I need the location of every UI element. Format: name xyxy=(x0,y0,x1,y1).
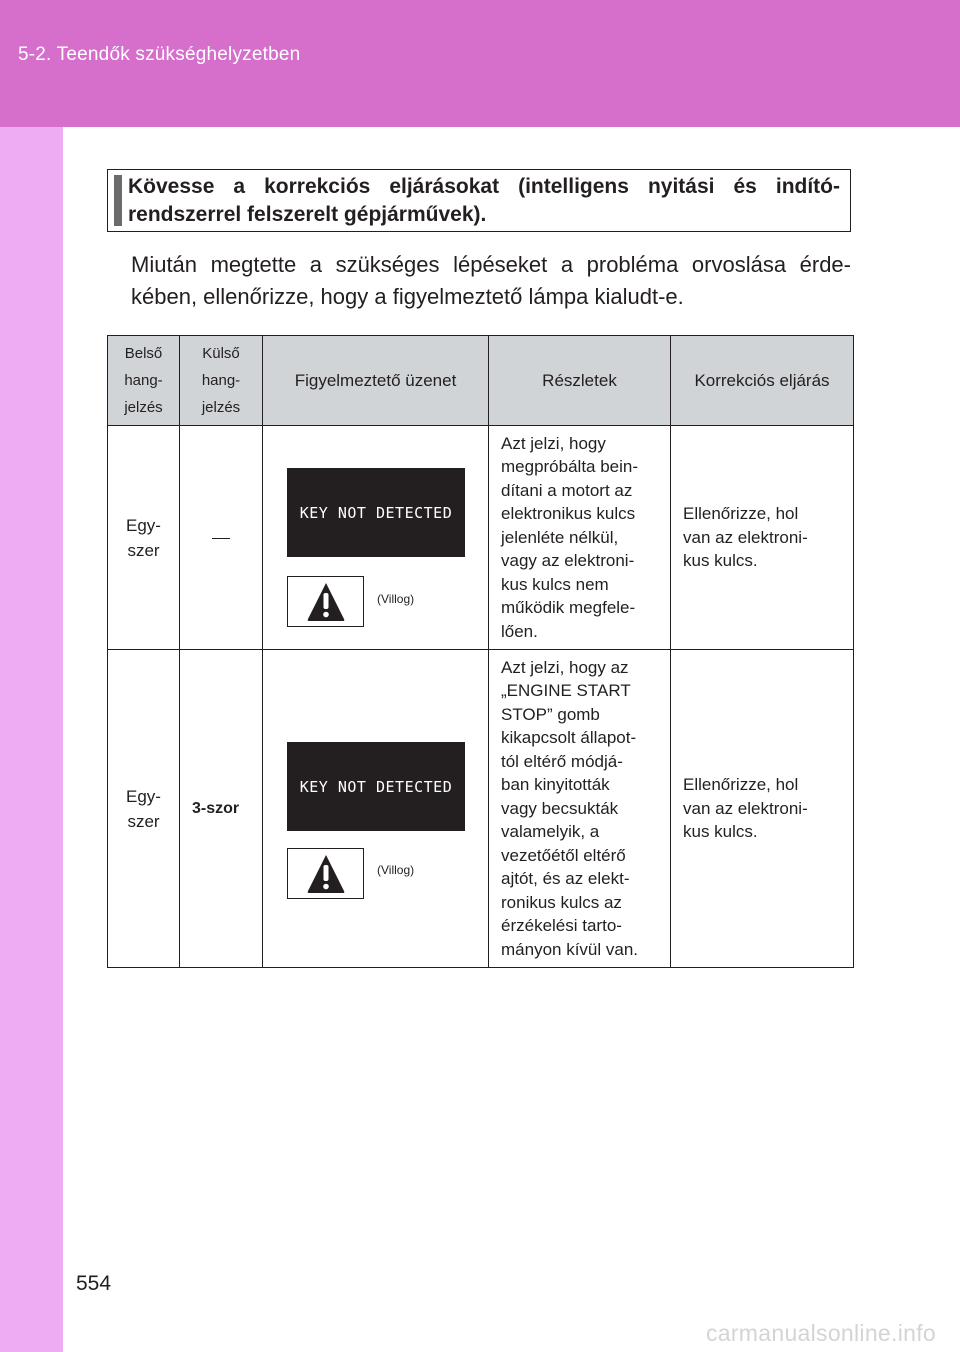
table-row xyxy=(108,650,854,968)
intro-paragraph: Miután megtette a szükséges lépéseket a probléma orvoslása érde-kében, ellenőrizze, hogy a figyelmeztető lámpa kialudt-e. xyxy=(131,252,851,309)
side-tab-band xyxy=(0,127,63,1352)
header-warning-message: Figyelmeztető üzenet xyxy=(263,336,489,426)
warning-light-box xyxy=(287,576,364,627)
outer-buzzer-dash xyxy=(212,538,230,539)
correction-cell: Ellenőrizze, hol van az elektroni- kus kulcs. xyxy=(671,650,854,968)
table-row xyxy=(108,426,854,650)
correction-cell: Ellenőrizze, hol van az elektroni- kus kulcs. xyxy=(671,426,854,650)
section-title: 5-2. Teendők szükséghelyzetben xyxy=(18,44,301,65)
heading-accent-bar xyxy=(114,175,122,226)
warning-message-cell xyxy=(263,650,489,968)
details-cell: Azt jelzi, hogy megpróbálta bein- dítani a motort az elektronikus kulcs jelenléte nélkül, vagy az elektroni- kus kulcs nem működik megfele- lően. xyxy=(489,426,671,650)
warning-message-cell xyxy=(263,426,489,650)
warning-light-box xyxy=(287,848,364,899)
warning-table xyxy=(107,335,854,968)
procedure-heading-box xyxy=(107,169,851,232)
outer-buzzer-cell xyxy=(180,426,263,650)
warning-exclamation-icon xyxy=(306,853,346,895)
procedure-heading: Kövesse a korrekciós eljárásokat (intelligens nyitási és indító-rendszerrel felszerelt gépjárművek). xyxy=(128,175,840,226)
header-details: Részletek xyxy=(489,336,671,426)
flash-label: (Villog) xyxy=(377,863,415,877)
table-header-row xyxy=(108,336,854,426)
header-outer-buzzer: Külső hang- jelzés xyxy=(180,336,263,426)
warning-exclamation-icon xyxy=(306,581,346,623)
header-band xyxy=(0,0,960,127)
inner-buzzer-cell: Egy- szer xyxy=(108,650,180,968)
outer-buzzer-cell: 3-szor xyxy=(180,650,263,968)
header-inner-buzzer: Belső hang- jelzés xyxy=(108,336,180,426)
header-correction: Korrekciós eljárás xyxy=(671,336,854,426)
inner-buzzer-cell: Egy- szer xyxy=(108,426,180,650)
page-number: 554 xyxy=(76,1272,112,1295)
multi-info-display xyxy=(287,468,465,557)
display-message: KEY NOT DETECTED xyxy=(299,503,453,522)
display-message: KEY NOT DETECTED xyxy=(299,777,453,796)
details-cell: Azt jelzi, hogy az „ENGINE START STOP” gomb kikapcsolt állapot- tól eltérő módjá- ban kinyitották vagy becsukták valamelyik, a vezetőétől eltérő ajtót, és az elekt- ronikus kulcs az érzékelési tarto- mányon kívül van. xyxy=(489,650,671,968)
multi-info-display xyxy=(287,742,465,831)
watermark: carmanualsonline.info xyxy=(705,1320,936,1346)
flash-label: (Villog) xyxy=(377,592,415,606)
